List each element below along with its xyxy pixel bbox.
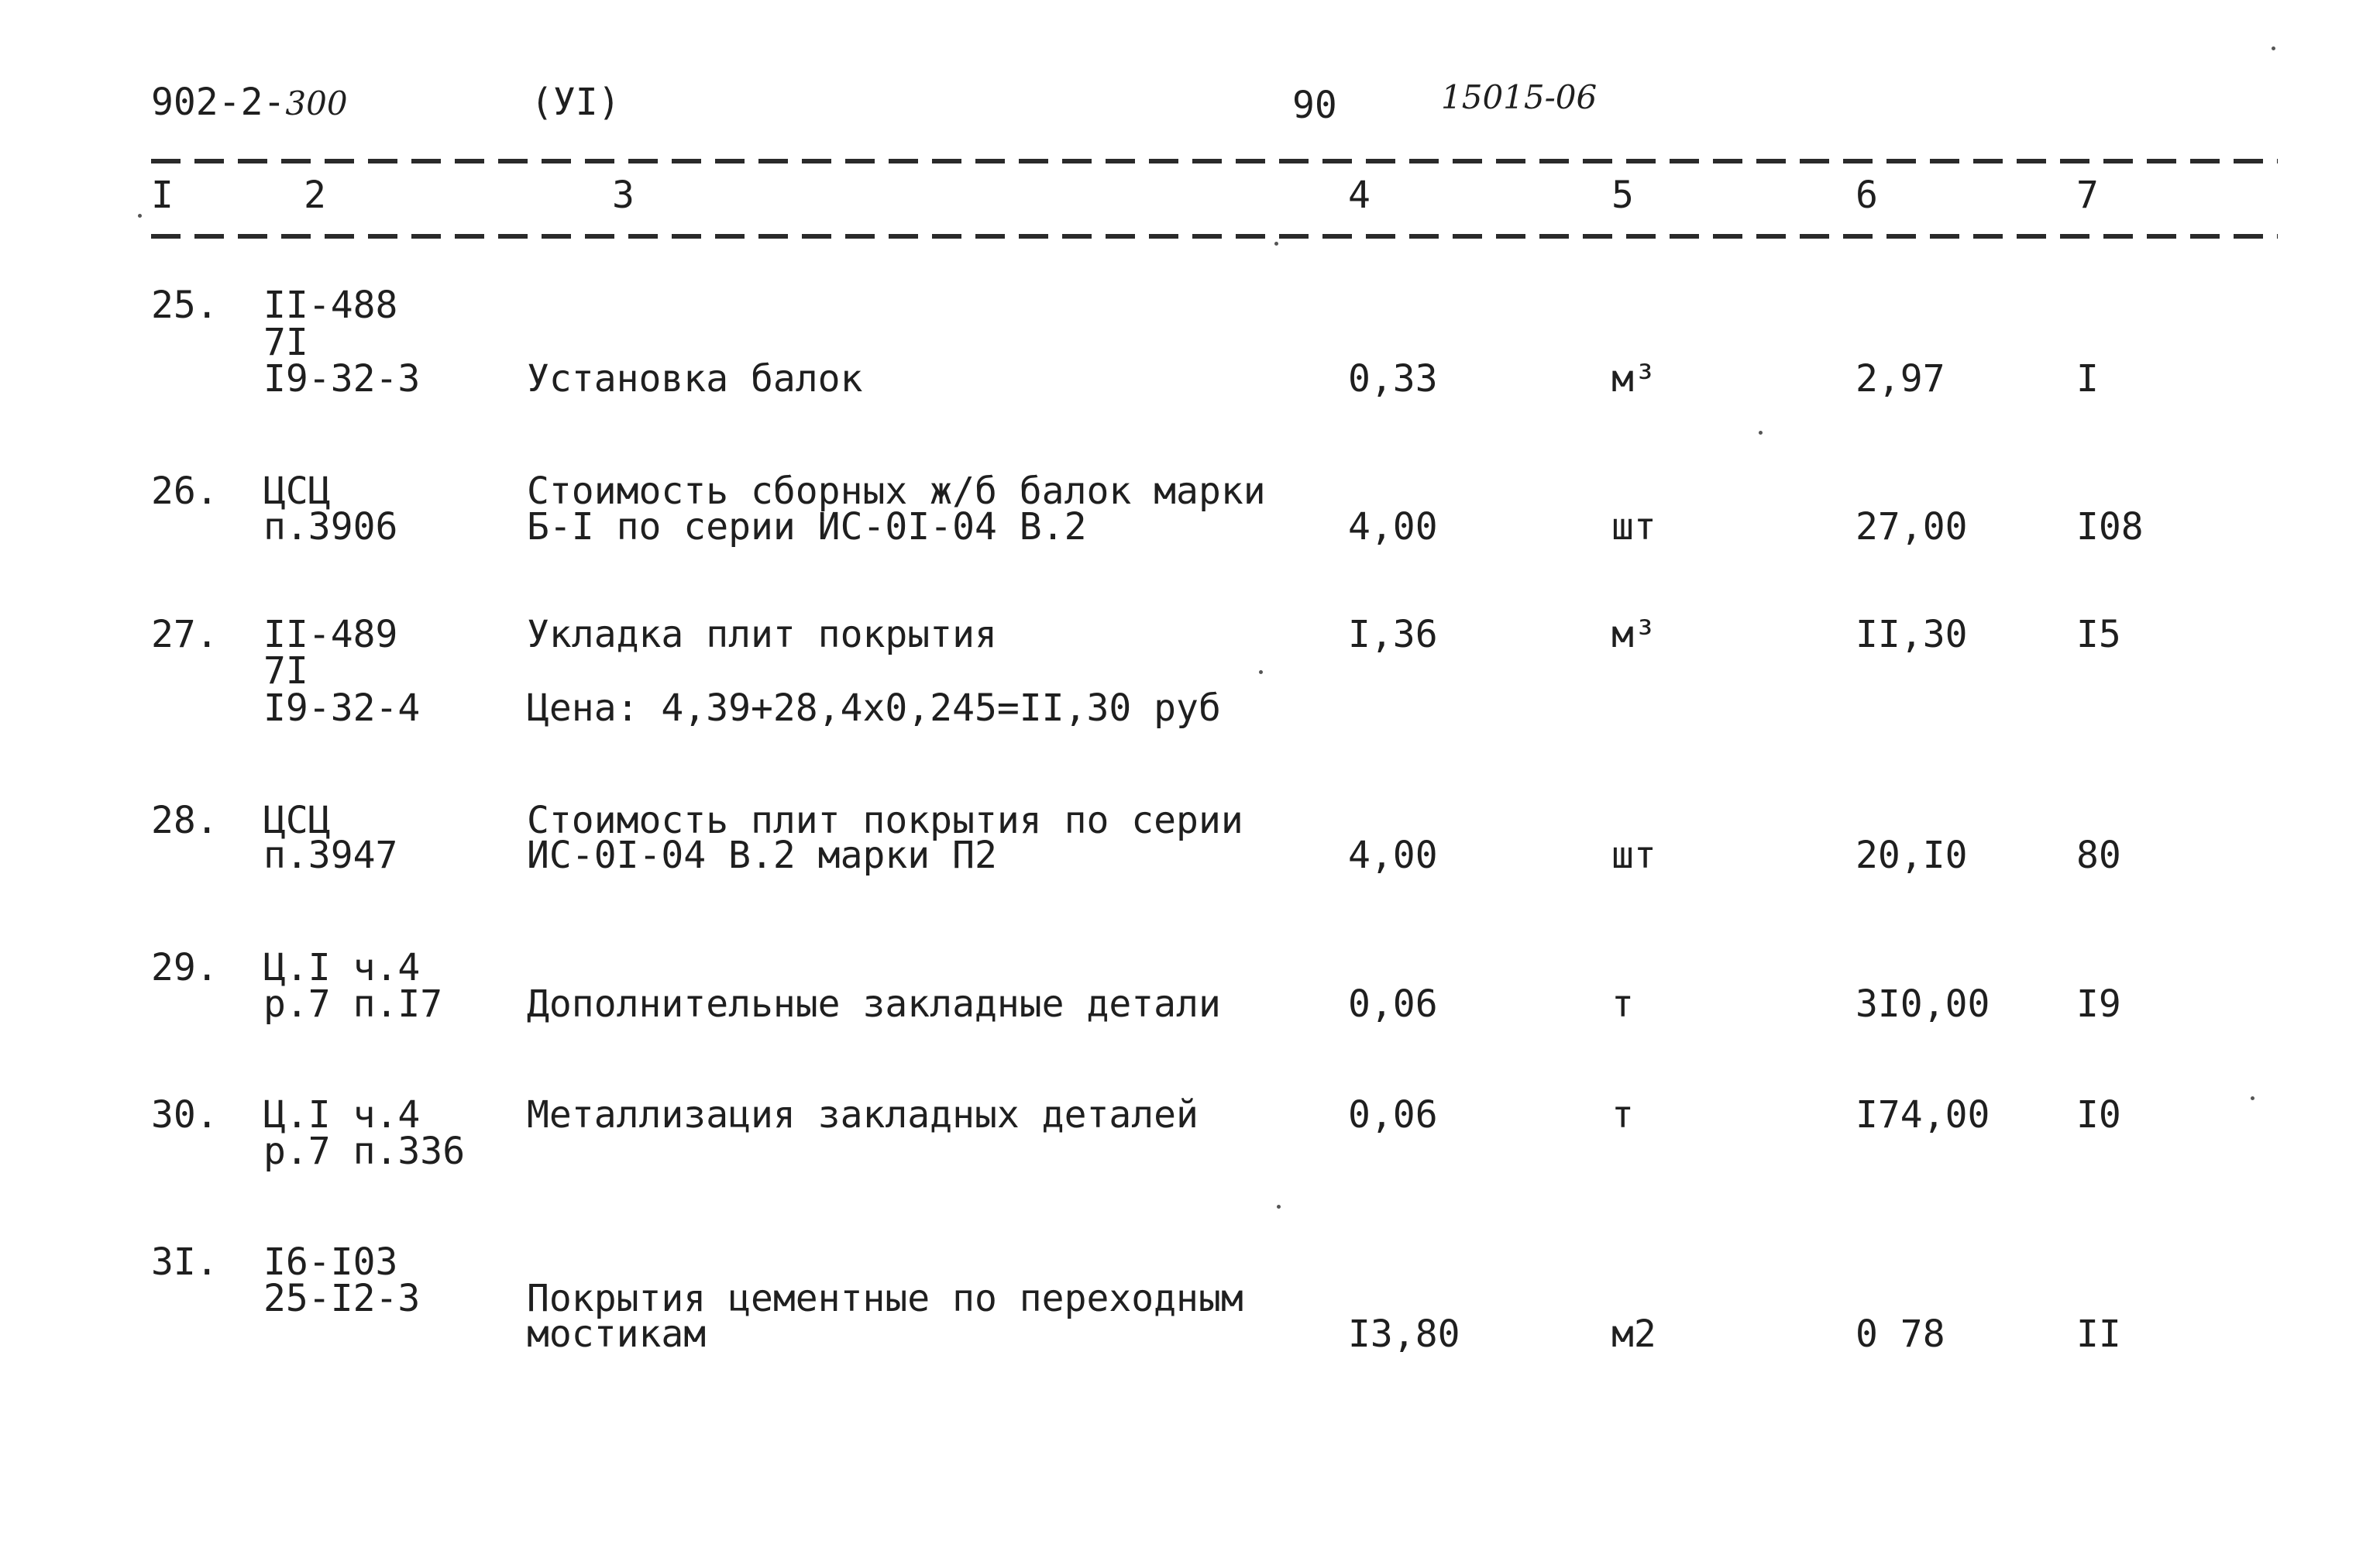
row-code-line: Ц.I ч.4 [263,946,421,989]
row-code-line: Ц.I ч.4 [263,1093,421,1137]
scan-speck [1259,670,1263,674]
row-number: 29. [151,946,218,989]
row-total: I [2076,357,2099,401]
row-code-line: I6-I03 [263,1240,398,1284]
row-description-line: Установка балок [527,357,863,401]
header-top-rule [151,159,2278,163]
document-code-handwritten: 300 [285,84,348,122]
row-unit-price: 0 78 [1856,1312,1945,1356]
archive-number: 15015-06 [1441,78,1598,116]
row-unit: м³ [1611,613,1656,656]
row-total: II [2076,1312,2121,1356]
column-header-5: 5 [1611,174,1634,217]
row-description-line: Стоимость сборных ж/б балок марки [527,470,1266,513]
row-code-line: 7I [263,321,308,364]
column-header-7: 7 [2076,174,2099,217]
row-unit-price: I74,00 [1856,1093,1990,1137]
header-bottom-rule [151,234,2278,239]
column-header-3: 3 [612,174,635,217]
row-description-line: Дополнительные закладные детали [527,982,1221,1026]
row-total: I08 [2076,505,2144,549]
row-number: 27. [151,613,218,656]
scan-speck [1759,431,1763,435]
row-quantity: 0,06 [1348,1093,1438,1137]
document-code-printed: 902-2- [151,81,286,124]
row-total: I9 [2076,982,2121,1026]
row-description-line: Б-I по серии ИС-0I-04 В.2 [527,505,1087,549]
row-quantity: I3,80 [1348,1312,1460,1356]
page-number: 90 [1292,84,1337,127]
row-code-line: II-488 [263,284,398,327]
row-number: 3I. [151,1240,218,1284]
scan-speck [138,214,142,218]
row-unit-price: 3I0,00 [1856,982,1990,1026]
row-code-line: р.7 п.336 [263,1130,466,1173]
row-unit: м2 [1611,1312,1656,1356]
row-code-line: I9-32-3 [263,357,421,401]
row-description-line: Покрытия цементные по переходным [527,1277,1243,1320]
row-code-line: ЦСЦ [263,470,331,513]
row-quantity: 4,00 [1348,834,1438,877]
row-total: 80 [2076,834,2121,877]
row-unit: шт [1611,505,1656,549]
row-description-line: мостикам [527,1312,707,1356]
row-code-line: 7I [263,649,308,693]
row-code-line: п.3906 [263,505,398,549]
row-total: I5 [2076,613,2121,656]
row-description-line: ИС-0I-04 В.2 марки П2 [527,834,997,877]
document-code [151,81,348,124]
row-number: 25. [151,284,218,327]
row-code-line: II-489 [263,613,398,656]
row-unit-price: 20,I0 [1856,834,1968,877]
row-quantity: 0,33 [1348,357,1438,401]
scan-speck [2272,46,2275,50]
column-header-6: 6 [1856,174,1878,217]
row-code-line: р.7 п.I7 [263,982,443,1026]
row-code-line: ЦСЦ [263,799,331,842]
row-unit-price: 27,00 [1856,505,1968,549]
column-header-2: 2 [304,174,326,217]
row-total: I0 [2076,1093,2121,1137]
row-code-line: 25-I2-3 [263,1277,421,1320]
row-number: 30. [151,1093,218,1137]
row-description-line: Стоимость плит покрытия по серии [527,799,1243,842]
row-unit: шт [1611,834,1656,877]
scan-speck [1274,242,1278,246]
section-label: (УI) [531,81,621,124]
row-unit: т [1611,982,1634,1026]
row-unit-price: II,30 [1856,613,1968,656]
column-header-1: I [151,174,174,217]
row-unit-price: 2,97 [1856,357,1945,401]
scan-speck [2251,1096,2254,1100]
row-quantity: 0,06 [1348,982,1438,1026]
row-quantity: I,36 [1348,613,1438,656]
row-description-line: Цена: 4,39+28,4x0,245=II,30 руб [527,686,1221,730]
row-code-line: I9-32-4 [263,686,421,730]
row-number: 28. [151,799,218,842]
row-code-line: п.3947 [263,834,398,877]
row-unit: т [1611,1093,1634,1137]
column-header-4: 4 [1348,174,1371,217]
row-description-line: Металлизация закладных деталей [527,1093,1199,1137]
row-description-line: Укладка плит покрытия [527,613,997,656]
row-quantity: 4,00 [1348,505,1438,549]
scan-speck [1277,1205,1281,1209]
row-unit: м³ [1611,357,1656,401]
row-number: 26. [151,470,218,513]
